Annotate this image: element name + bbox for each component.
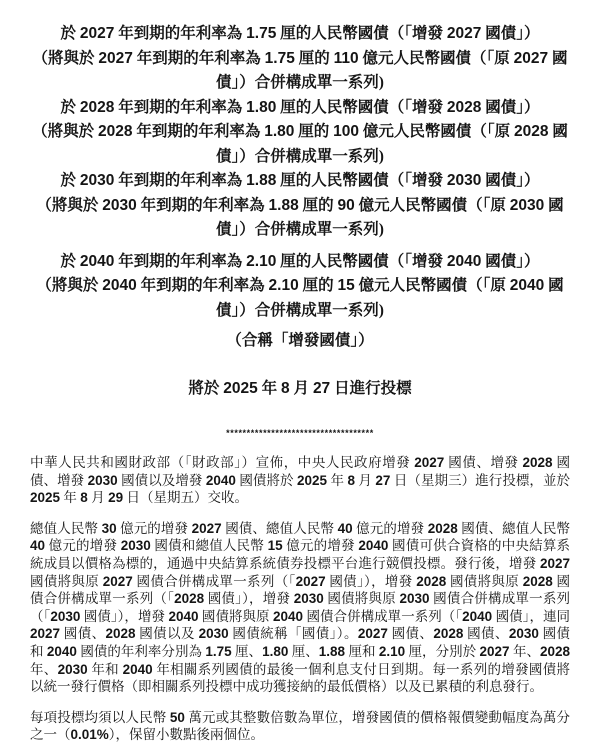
bond-2040-new-issue-line: 於 2040 年到期的年利率為 2.10 厘的人民幣國債（「增發 2040 國債」） [60,252,540,270]
paragraph-tender-details: 總值人民幣 30 億元的增發 2027 國債、總值人民幣 40 億元的增發 2028 國債、總值人民幣 40 億元的增發 2030 國債和總值人民幣 15 億元的增發 2040 國債可供合資格的中央結算系統成員以價格為標的，通過中央結算系統債券投標平台進行競價投標。發行後，增發 2027 國債將與原 2027 國債合併構成單一系列（「2027 國債」），增發 2028 國債將與原 2028 國債合併構成單一系列（「2028 國債」），增發 2030 國債將與原 2030 國債合併構成單一系列（「2030 國債」），增發 2040 國債將與原 2040 國債合併構成單一系列（「2040 國債」，連同 2027 國債、2028 國債以及 2030 國債統稱「國債」）。2027 國債、2028 國債、2030 國債和 2040 國債的年利率分別為 1.75 厘、1.80 厘、1.88 厘和 2.10 厘，分別於 2027 年、2028 年、2030 年和 2040 年相關系列國債的最後一個利息支付日到期。每一系列的增發國債將以統一發行價格（即相關系列投標中成功獲接納的最低價格）以及已累積的利息發行。 [30,520,571,695]
bond-2028-consolidation-line: （將與於 2028 年到期的年利率為 1.80 厘的 100 億元人民幣國債（「原 2028 國債」）合併構成單一系列) [32,123,568,165]
bond-2030-consolidation-line: （將與於 2030 年到期的年利率為 1.88 厘的 90 億元人民幣國債（「原 2030 國債」）合併構成單一系列) [36,196,564,238]
paragraph-announcement: 中華人民共和國財政部（「財政部」）宣佈，中央人民政府增發 2027 國債、增發 2028 國債、增發 2030 國債以及增發 2040 國債將於 2025 年 8 月 27 日（星期三）進行投標，並於 2025 年 8 月 29 日（星期五）交收。 [30,455,571,506]
tender-date-line: 將於 2025 年 8 月 27 日進行投標 [188,379,412,397]
bond-heading-2030 [30,169,570,243]
paragraph-bid-units: 每項投標均須以人民幣 50 萬元或其整數倍數為單位，增發國債的價格報價變動幅度為萬分之一（0.01%），保留小數點後兩個位。 [30,709,571,742]
collective-name-line: （合稱「增發國債」） [226,332,374,349]
bond-2027-new-issue-line: 於 2027 年到期的年利率為 1.75 厘的人民幣國債（「增發 2027 國債」） [60,25,540,42]
asterisk-separator: ************************************ [226,428,374,438]
bond-2040-consolidation-line: （將與於 2040 年到期的年利率為 2.10 厘的 15 億元人民幣國債（「原 2040 國債」）合併構成單一系列) [36,277,564,319]
bond-2030-new-issue-line: 於 2030 年到期的年利率為 1.88 厘的人民幣國債（「增發 2030 國債」） [60,172,540,189]
bond-2027-consolidation-line: （將與於 2027 年到期的年利率為 1.75 厘的 110 億元人民幣國債（「原 2027 國債」）合併構成單一系列) [32,49,568,91]
announcement-body [30,454,570,742]
bond-heading-2040 [30,250,570,324]
bond-2028-new-issue-line: 於 2028 年到期的年利率為 1.80 厘的人民幣國債（「增發 2028 國債」） [60,98,540,116]
bond-heading-2028 [30,96,570,170]
bond-heading-2027 [30,22,570,96]
